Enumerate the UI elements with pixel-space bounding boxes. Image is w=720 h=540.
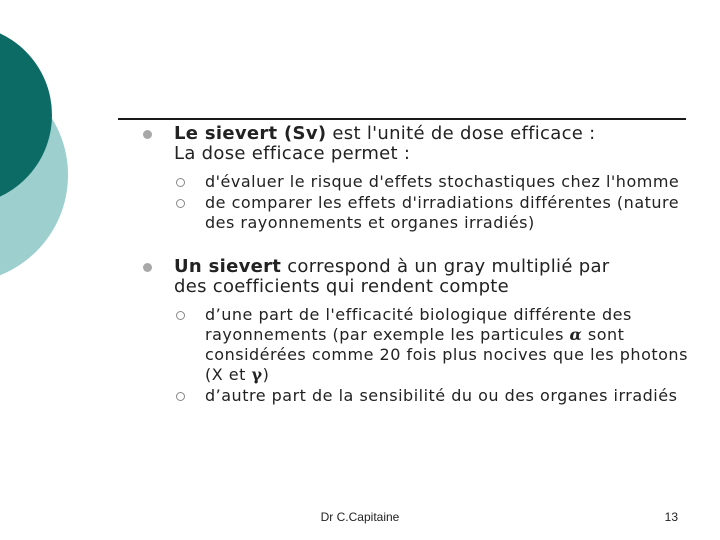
sublist-coefficients: [174, 305, 700, 406]
sub-item-stochastic-risk: [174, 172, 700, 192]
sub-item-organ-sensitivity: [174, 386, 700, 406]
alpha-symbol: α: [569, 325, 583, 344]
gray-line1: correspond à un gray multiplié par: [281, 256, 610, 277]
sublist-purposes: [174, 172, 700, 233]
bullet-text: [174, 124, 700, 164]
bullet-sievert-gray: [140, 257, 700, 297]
title-rule: [118, 118, 686, 120]
gray-line2: des coefficients qui rendent compte: [174, 276, 510, 297]
decorative-circles-graphic: [0, 0, 90, 300]
page-number: 13: [664, 510, 678, 524]
sub-item-text-a: d’une part de l'efficacité biologique différente des rayonnements (par exemple les particules: [205, 305, 632, 344]
sub-item-biological-efficacy: [174, 305, 700, 385]
sub-bullet-ring: [176, 311, 185, 320]
bullet-dot: [143, 263, 152, 272]
sub-bullet-ring: [176, 178, 185, 187]
footer-author: Dr C.Capitaine: [320, 510, 400, 524]
slide-content: [140, 124, 700, 407]
sub-item-text: d'évaluer le risque d'effets stochastiques chez l'homme: [205, 172, 680, 191]
term-un-sievert: Un sievert: [174, 256, 282, 277]
definition-line2: La dose efficace permet :: [174, 143, 411, 164]
sub-item-text: de comparer les effets d'irradiations différentes (nature des rayonnements et organes irradiés): [205, 193, 680, 232]
sub-bullet-ring: [176, 392, 185, 401]
gamma-symbol: γ: [251, 365, 263, 384]
decorative-circles: [0, 0, 90, 300]
bullet-text: [174, 257, 700, 297]
sub-item-text: d’autre part de la sensibilité du ou des organes irradiés: [205, 386, 678, 405]
bullet-dot: [143, 130, 152, 139]
sub-item-compare-irradiations: [174, 193, 700, 233]
term-sievert: Le sievert (Sv): [174, 123, 327, 144]
definition-line1: est l'unité de dose efficace :: [326, 123, 596, 144]
sub-item-text-b: sont considérées comme 20 fois plus nocives que les photons (X et: [205, 325, 688, 384]
bullet-sievert-definition: [140, 124, 700, 164]
sub-bullet-ring: [176, 199, 185, 208]
sub-item-text-c: ): [262, 365, 270, 384]
